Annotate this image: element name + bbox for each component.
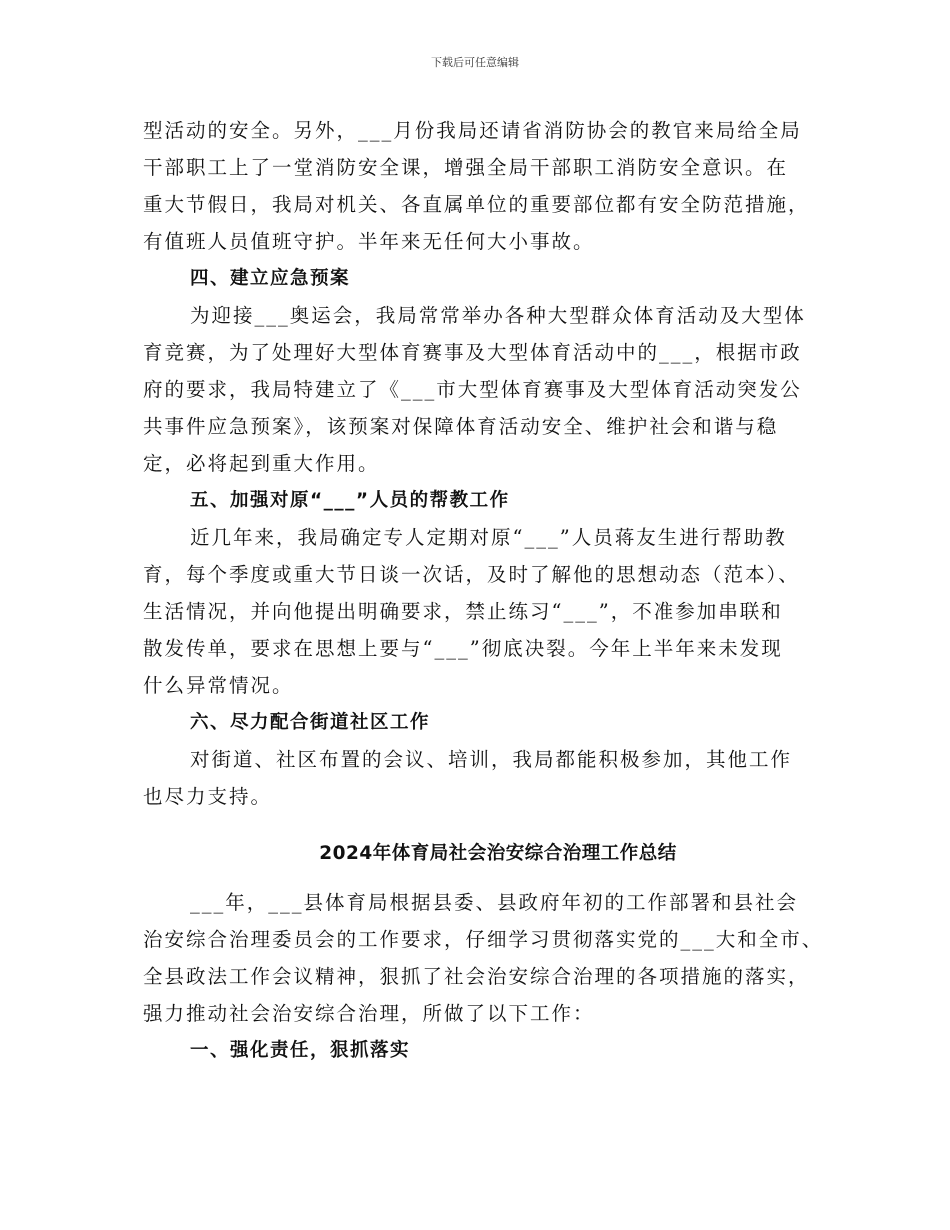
paragraph-line: 干部职工上了一堂消防安全课，增强全局干部职工消防安全意识。在: [143, 156, 789, 179]
paragraph-line: 有值班人员值班守护。半年来无任何大小事故。: [143, 230, 595, 253]
section-heading-6: 六、尽力配合街道社区工作: [190, 712, 431, 733]
paragraph-line: 散发传单，要求在思想上要与“___”彻底决裂。今年上半年来未发现: [143, 637, 783, 660]
paragraph-line: 型活动的安全。另外，___月份我局还请省消防协会的教官来局给全局: [143, 119, 802, 142]
paragraph-line: 为迎接___奥运会，我局常常举办各种大型群众体育活动及大型体: [190, 304, 806, 327]
paragraph-line: 育，每个季度或重大节日谈一次话，及时了解他的思想动态（范本）、: [143, 563, 800, 586]
section-heading-1: 一、强化责任，狠抓落实: [190, 1040, 411, 1061]
paragraph-line: 府的要求，我局特建立了《___市大型体育赛事及大型体育活动突发公: [143, 378, 802, 401]
paragraph-line: 也尽力支持。: [143, 785, 273, 808]
paragraph-line: 共事件应急预案》，该预案对保障体育活动安全、维护社会和谐与稳: [143, 415, 779, 438]
paragraph-line: 生活情况，并向他提出明确要求，禁止练习“___”，不准参加串联和: [143, 600, 783, 623]
paragraph-line: 治安综合治理委员会的工作要求，仔细学习贯彻落实党的___大和全市、: [143, 928, 824, 951]
paragraph-line: 全县政法工作会议精神，狠抓了社会治安综合治理的各项措施的落实，: [143, 965, 810, 988]
paragraph-line: 育竞赛，为了处理好大型体育赛事及大型体育活动中的___，根据市政: [143, 341, 802, 364]
page-header: 下载后可任意编辑: [431, 56, 519, 69]
paragraph-line: ___年，___县体育局根据县委、县政府年初的工作部署和县社会: [190, 891, 799, 914]
paragraph-line: 定，必将起到重大作用。: [143, 452, 380, 475]
paragraph-line: 强力推动社会治安综合治理，所做了以下工作：: [143, 1002, 595, 1025]
section-heading-5: 五、加强对原“___”人员的帮教工作: [190, 490, 510, 511]
document-body: [143, 112, 824, 1069]
document-title: 2024年体育局社会治安综合治理工作总结: [319, 843, 677, 864]
paragraph-line: 近几年来，我局确定专人定期对原“___”人员蒋友生进行帮助教: [190, 526, 787, 549]
paragraph-line: 重大节假日，我局对机关、各直属单位的重要部位都有安全防范措施，: [143, 193, 810, 216]
paragraph-line: 对街道、社区布置的会议、培训，我局都能积极参加，其他工作: [190, 748, 793, 771]
section-heading-4: 四、建立应急预案: [190, 268, 351, 289]
paragraph-line: 什么异常情况。: [143, 674, 294, 697]
